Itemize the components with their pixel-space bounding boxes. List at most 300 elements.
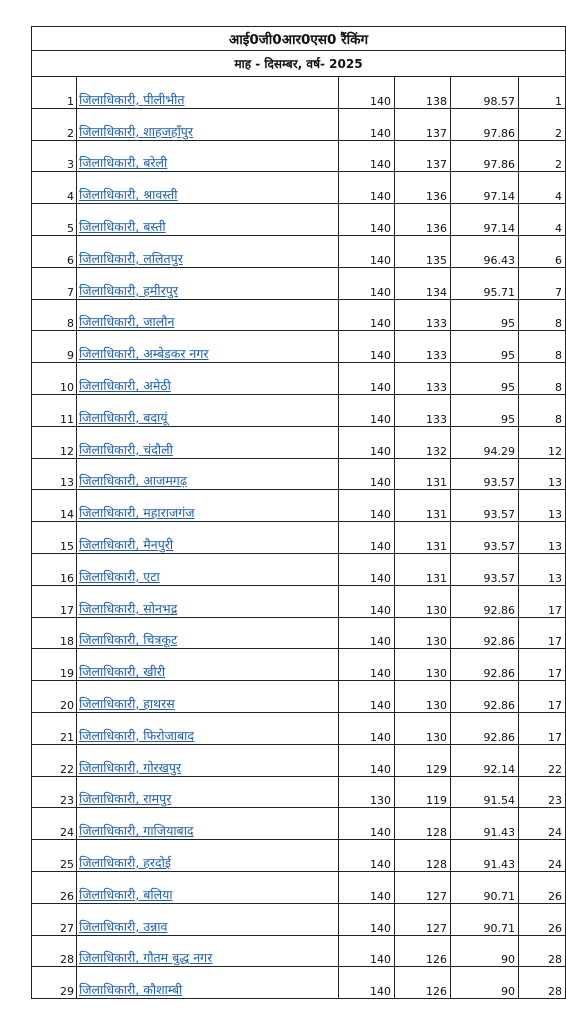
percent-value: 92.14 bbox=[483, 762, 515, 776]
percent-value: 90 bbox=[501, 985, 515, 999]
district-cell bbox=[77, 267, 339, 299]
district-link[interactable]: जिलाधिकारी, हमीरपुर bbox=[79, 282, 178, 298]
rank-cell bbox=[519, 712, 566, 744]
score-value: 128 bbox=[426, 857, 447, 871]
percent-value: 90 bbox=[501, 953, 515, 967]
table-row bbox=[32, 840, 566, 872]
score-value: 130 bbox=[426, 635, 447, 649]
score-cell bbox=[395, 681, 451, 713]
score-cell bbox=[395, 172, 451, 204]
total-value: 140 bbox=[370, 953, 391, 967]
score-cell bbox=[395, 903, 451, 935]
score-value: 136 bbox=[426, 190, 447, 204]
district-link[interactable]: जिलाधिकारी, एटा bbox=[79, 568, 160, 584]
total-value: 140 bbox=[370, 762, 391, 776]
district-link[interactable]: जिलाधिकारी, चंदौली bbox=[79, 441, 173, 457]
district-cell bbox=[77, 394, 339, 426]
serial-number: 27 bbox=[60, 921, 74, 935]
rank-value: 13 bbox=[548, 571, 563, 585]
rank-cell bbox=[519, 871, 566, 903]
serial-number: 2 bbox=[67, 126, 74, 140]
table-row bbox=[32, 744, 566, 776]
score-cell bbox=[395, 140, 451, 172]
serial-number: 6 bbox=[67, 253, 74, 267]
serial-number-cell bbox=[32, 808, 77, 840]
district-link[interactable]: जिलाधिकारी, बदायूं bbox=[79, 409, 168, 425]
percent-value: 91.43 bbox=[483, 826, 515, 840]
score-cell bbox=[395, 744, 451, 776]
score-value: 133 bbox=[426, 380, 447, 394]
rank-value: 8 bbox=[555, 380, 563, 394]
score-value: 133 bbox=[426, 349, 447, 363]
score-value: 131 bbox=[426, 539, 447, 553]
score-cell bbox=[395, 871, 451, 903]
total-cell bbox=[339, 776, 395, 808]
table-row bbox=[32, 108, 566, 140]
total-value: 140 bbox=[370, 253, 391, 267]
percent-value: 93.57 bbox=[483, 508, 515, 522]
district-link[interactable]: जिलाधिकारी, उन्नाव bbox=[79, 918, 168, 934]
percent-cell bbox=[451, 267, 519, 299]
total-cell bbox=[339, 363, 395, 395]
serial-number: 12 bbox=[60, 444, 74, 458]
table-row bbox=[32, 331, 566, 363]
serial-number: 28 bbox=[60, 953, 74, 967]
total-value: 140 bbox=[370, 317, 391, 331]
serial-number-cell bbox=[32, 712, 77, 744]
rank-value: 28 bbox=[548, 985, 563, 999]
district-cell bbox=[77, 744, 339, 776]
serial-number: 18 bbox=[60, 635, 74, 649]
subtitle-row bbox=[32, 51, 566, 77]
total-cell bbox=[339, 77, 395, 109]
district-link[interactable]: जिलाधिकारी, पीलीभीत bbox=[79, 91, 185, 107]
district-cell bbox=[77, 617, 339, 649]
table-row bbox=[32, 617, 566, 649]
table-row bbox=[32, 935, 566, 967]
rank-cell bbox=[519, 172, 566, 204]
district-link[interactable]: जिलाधिकारी, हरदोई bbox=[79, 854, 172, 870]
rank-cell bbox=[519, 649, 566, 681]
score-cell bbox=[395, 553, 451, 585]
total-cell bbox=[339, 267, 395, 299]
percent-cell bbox=[451, 299, 519, 331]
district-cell bbox=[77, 649, 339, 681]
score-cell bbox=[395, 394, 451, 426]
percent-cell bbox=[451, 840, 519, 872]
total-value: 140 bbox=[370, 221, 391, 235]
serial-number-cell bbox=[32, 935, 77, 967]
district-cell bbox=[77, 458, 339, 490]
serial-number: 13 bbox=[60, 476, 74, 490]
district-link[interactable]: जिलाधिकारी, महाराजगंज bbox=[79, 505, 195, 521]
total-value: 140 bbox=[370, 985, 391, 999]
total-value: 140 bbox=[370, 921, 391, 935]
table-row bbox=[32, 140, 566, 172]
rank-cell bbox=[519, 77, 566, 109]
district-link[interactable]: जिलाधिकारी, फिरोजाबाद bbox=[79, 727, 195, 743]
score-value: 127 bbox=[426, 921, 447, 935]
score-value: 130 bbox=[426, 730, 447, 744]
serial-number-cell bbox=[32, 522, 77, 554]
score-value: 132 bbox=[426, 444, 447, 458]
total-value: 140 bbox=[370, 698, 391, 712]
percent-value: 95 bbox=[501, 349, 515, 363]
score-cell bbox=[395, 108, 451, 140]
serial-number: 11 bbox=[60, 412, 74, 426]
rank-value: 8 bbox=[555, 349, 563, 363]
percent-value: 92.86 bbox=[483, 635, 515, 649]
score-value: 131 bbox=[426, 508, 447, 522]
serial-number-cell bbox=[32, 77, 77, 109]
serial-number: 25 bbox=[60, 857, 74, 871]
percent-value: 93.57 bbox=[483, 476, 515, 490]
total-cell bbox=[339, 935, 395, 967]
table-row bbox=[32, 490, 566, 522]
serial-number: 15 bbox=[60, 539, 74, 553]
percent-value: 97.14 bbox=[483, 221, 515, 235]
rank-cell bbox=[519, 617, 566, 649]
percent-cell bbox=[451, 363, 519, 395]
rank-value: 26 bbox=[548, 889, 563, 903]
serial-number: 17 bbox=[60, 603, 74, 617]
serial-number: 1 bbox=[67, 94, 74, 108]
percent-value: 91.43 bbox=[483, 857, 515, 871]
district-cell bbox=[77, 299, 339, 331]
percent-value: 93.57 bbox=[483, 571, 515, 585]
table-row bbox=[32, 172, 566, 204]
rank-cell bbox=[519, 808, 566, 840]
serial-number-cell bbox=[32, 871, 77, 903]
district-link[interactable]: जिलाधिकारी, गौतम बुद्ध नगर bbox=[79, 950, 213, 966]
serial-number-cell bbox=[32, 617, 77, 649]
table-row bbox=[32, 903, 566, 935]
percent-cell bbox=[451, 204, 519, 236]
district-cell bbox=[77, 808, 339, 840]
score-cell bbox=[395, 426, 451, 458]
rank-cell bbox=[519, 458, 566, 490]
percent-cell bbox=[451, 712, 519, 744]
percent-value: 97.14 bbox=[483, 190, 515, 204]
total-value: 140 bbox=[370, 158, 391, 172]
percent-cell bbox=[451, 235, 519, 267]
total-cell bbox=[339, 903, 395, 935]
period-subtitle: माह - दिसम्बर, वर्ष- 2025 bbox=[32, 51, 566, 77]
rank-cell bbox=[519, 140, 566, 172]
score-value: 130 bbox=[426, 698, 447, 712]
score-cell bbox=[395, 490, 451, 522]
district-cell bbox=[77, 553, 339, 585]
score-cell bbox=[395, 77, 451, 109]
score-cell bbox=[395, 712, 451, 744]
rank-value: 2 bbox=[555, 126, 563, 140]
total-cell bbox=[339, 426, 395, 458]
rank-value: 13 bbox=[548, 539, 563, 553]
percent-cell bbox=[451, 903, 519, 935]
rank-value: 2 bbox=[555, 158, 563, 172]
serial-number: 26 bbox=[60, 889, 74, 903]
total-value: 140 bbox=[370, 285, 391, 299]
total-cell bbox=[339, 585, 395, 617]
rank-cell bbox=[519, 426, 566, 458]
rank-value: 17 bbox=[548, 635, 563, 649]
district-link[interactable]: जिलाधिकारी, अमेठी bbox=[79, 377, 171, 393]
score-value: 137 bbox=[426, 126, 447, 140]
serial-number: 7 bbox=[67, 285, 74, 299]
percent-value: 96.43 bbox=[483, 253, 515, 267]
rank-value: 6 bbox=[555, 253, 563, 267]
table-row bbox=[32, 394, 566, 426]
percent-value: 97.86 bbox=[483, 158, 515, 172]
district-link[interactable]: जिलाधिकारी, सोनभद्र bbox=[79, 600, 178, 616]
score-value: 131 bbox=[426, 571, 447, 585]
table-row bbox=[32, 77, 566, 109]
serial-number: 5 bbox=[67, 221, 74, 235]
percent-value: 95 bbox=[501, 412, 515, 426]
serial-number-cell bbox=[32, 108, 77, 140]
serial-number: 23 bbox=[60, 794, 74, 808]
score-value: 126 bbox=[426, 953, 447, 967]
rank-cell bbox=[519, 299, 566, 331]
total-cell bbox=[339, 808, 395, 840]
total-cell bbox=[339, 235, 395, 267]
rank-value: 7 bbox=[555, 285, 563, 299]
score-cell bbox=[395, 458, 451, 490]
serial-number-cell bbox=[32, 744, 77, 776]
score-value: 119 bbox=[426, 794, 447, 808]
total-value: 140 bbox=[370, 889, 391, 903]
score-value: 138 bbox=[426, 94, 447, 108]
serial-number-cell bbox=[32, 235, 77, 267]
rank-value: 17 bbox=[548, 698, 563, 712]
percent-cell bbox=[451, 522, 519, 554]
rank-value: 4 bbox=[555, 221, 563, 235]
serial-number-cell bbox=[32, 172, 77, 204]
score-value: 129 bbox=[426, 762, 447, 776]
rank-cell bbox=[519, 744, 566, 776]
rank-cell bbox=[519, 204, 566, 236]
district-link[interactable]: जिलाधिकारी, गोरखपुर bbox=[79, 759, 182, 775]
district-link[interactable]: जिलाधिकारी, अम्बेडकर नगर bbox=[79, 346, 209, 362]
serial-number-cell bbox=[32, 331, 77, 363]
serial-number-cell bbox=[32, 204, 77, 236]
total-cell bbox=[339, 967, 395, 999]
score-value: 135 bbox=[426, 253, 447, 267]
serial-number-cell bbox=[32, 553, 77, 585]
total-cell bbox=[339, 140, 395, 172]
total-cell bbox=[339, 712, 395, 744]
score-cell bbox=[395, 649, 451, 681]
percent-cell bbox=[451, 140, 519, 172]
serial-number-cell bbox=[32, 458, 77, 490]
total-value: 140 bbox=[370, 826, 391, 840]
total-value: 140 bbox=[370, 190, 391, 204]
serial-number: 21 bbox=[60, 730, 74, 744]
total-value: 140 bbox=[370, 667, 391, 681]
district-cell bbox=[77, 585, 339, 617]
score-cell bbox=[395, 776, 451, 808]
serial-number-cell bbox=[32, 840, 77, 872]
total-value: 140 bbox=[370, 730, 391, 744]
score-cell bbox=[395, 235, 451, 267]
total-cell bbox=[339, 681, 395, 713]
district-link[interactable]: जिलाधिकारी, कौशाम्बी bbox=[79, 982, 183, 998]
rank-value: 17 bbox=[548, 730, 563, 744]
table-row bbox=[32, 712, 566, 744]
district-cell bbox=[77, 172, 339, 204]
district-cell bbox=[77, 871, 339, 903]
district-cell bbox=[77, 967, 339, 999]
total-cell bbox=[339, 299, 395, 331]
percent-cell bbox=[451, 458, 519, 490]
total-value: 140 bbox=[370, 571, 391, 585]
rank-cell bbox=[519, 776, 566, 808]
district-cell bbox=[77, 681, 339, 713]
table-row bbox=[32, 458, 566, 490]
score-value: 130 bbox=[426, 667, 447, 681]
rank-value: 1 bbox=[555, 94, 563, 108]
total-cell bbox=[339, 204, 395, 236]
rank-cell bbox=[519, 331, 566, 363]
score-cell bbox=[395, 935, 451, 967]
serial-number: 22 bbox=[60, 762, 74, 776]
district-link[interactable]: जिलाधिकारी, बस्ती bbox=[79, 218, 166, 234]
score-cell bbox=[395, 363, 451, 395]
ranking-table bbox=[31, 26, 566, 999]
rank-cell bbox=[519, 394, 566, 426]
percent-cell bbox=[451, 331, 519, 363]
percent-value: 97.86 bbox=[483, 126, 515, 140]
rank-value: 24 bbox=[548, 826, 563, 840]
score-cell bbox=[395, 808, 451, 840]
score-value: 131 bbox=[426, 476, 447, 490]
percent-cell bbox=[451, 108, 519, 140]
total-cell bbox=[339, 840, 395, 872]
serial-number-cell bbox=[32, 363, 77, 395]
district-link[interactable]: जिलाधिकारी, चित्रकूट bbox=[79, 632, 178, 648]
percent-cell bbox=[451, 77, 519, 109]
total-cell bbox=[339, 108, 395, 140]
district-cell bbox=[77, 426, 339, 458]
district-link[interactable]: जिलाधिकारी, जालौन bbox=[79, 314, 175, 330]
serial-number: 16 bbox=[60, 571, 74, 585]
table-row bbox=[32, 522, 566, 554]
rank-cell bbox=[519, 522, 566, 554]
score-cell bbox=[395, 522, 451, 554]
score-value: 126 bbox=[426, 985, 447, 999]
serial-number-cell bbox=[32, 267, 77, 299]
district-link[interactable]: जिलाधिकारी, रामपुर bbox=[79, 791, 172, 807]
district-link[interactable]: जिलाधिकारी, बलिया bbox=[79, 886, 173, 902]
district-cell bbox=[77, 235, 339, 267]
total-value: 140 bbox=[370, 857, 391, 871]
district-link[interactable]: जिलाधिकारी, मैनपुरी bbox=[79, 536, 174, 552]
rank-value: 23 bbox=[548, 794, 563, 808]
percent-value: 90.71 bbox=[483, 889, 515, 903]
serial-number-cell bbox=[32, 649, 77, 681]
page-title: आई0जी0आर0एस0 रैंकिंग bbox=[32, 27, 566, 51]
total-cell bbox=[339, 744, 395, 776]
rank-cell bbox=[519, 553, 566, 585]
table-row bbox=[32, 363, 566, 395]
serial-number: 24 bbox=[60, 826, 74, 840]
district-link[interactable]: जिलाधिकारी, खीरी bbox=[79, 664, 166, 680]
percent-cell bbox=[451, 172, 519, 204]
rank-cell bbox=[519, 490, 566, 522]
serial-number: 4 bbox=[67, 190, 74, 204]
table-row bbox=[32, 808, 566, 840]
district-link[interactable]: जिलाधिकारी, शाहजहाँपुर bbox=[79, 123, 194, 139]
rank-cell bbox=[519, 967, 566, 999]
total-value: 140 bbox=[370, 126, 391, 140]
serial-number-cell bbox=[32, 490, 77, 522]
total-cell bbox=[339, 553, 395, 585]
rank-value: 24 bbox=[548, 857, 563, 871]
total-cell bbox=[339, 394, 395, 426]
rank-cell bbox=[519, 903, 566, 935]
district-cell bbox=[77, 490, 339, 522]
percent-cell bbox=[451, 808, 519, 840]
total-cell bbox=[339, 649, 395, 681]
total-cell bbox=[339, 522, 395, 554]
district-link[interactable]: जिलाधिकारी, बरेली bbox=[79, 155, 168, 171]
district-link[interactable]: जिलाधिकारी, गाजियाबाद bbox=[79, 823, 194, 839]
score-value: 137 bbox=[426, 158, 447, 172]
percent-value: 95.71 bbox=[483, 285, 515, 299]
serial-number: 3 bbox=[67, 158, 74, 172]
serial-number-cell bbox=[32, 585, 77, 617]
total-value: 140 bbox=[370, 476, 391, 490]
serial-number-cell bbox=[32, 903, 77, 935]
district-link[interactable]: जिलाधिकारी, हाथरस bbox=[79, 695, 175, 711]
total-cell bbox=[339, 331, 395, 363]
percent-cell bbox=[451, 744, 519, 776]
rank-value: 26 bbox=[548, 921, 563, 935]
percent-cell bbox=[451, 553, 519, 585]
percent-value: 90.71 bbox=[483, 921, 515, 935]
score-value: 136 bbox=[426, 221, 447, 235]
score-value: 134 bbox=[426, 285, 447, 299]
percent-cell bbox=[451, 585, 519, 617]
district-cell bbox=[77, 140, 339, 172]
total-value: 140 bbox=[370, 380, 391, 394]
district-link[interactable]: जिलाधिकारी, ललितपुर bbox=[79, 250, 183, 266]
table-row bbox=[32, 553, 566, 585]
district-link[interactable]: जिलाधिकारी, आजमगढ़ bbox=[79, 473, 187, 489]
table-row bbox=[32, 776, 566, 808]
percent-value: 92.86 bbox=[483, 603, 515, 617]
rank-cell bbox=[519, 681, 566, 713]
percent-cell bbox=[451, 776, 519, 808]
score-value: 128 bbox=[426, 826, 447, 840]
percent-value: 95 bbox=[501, 380, 515, 394]
total-value: 140 bbox=[370, 444, 391, 458]
table-row bbox=[32, 871, 566, 903]
total-cell bbox=[339, 458, 395, 490]
rank-value: 8 bbox=[555, 317, 563, 331]
score-cell bbox=[395, 299, 451, 331]
table-row bbox=[32, 967, 566, 999]
title-row bbox=[32, 27, 566, 51]
district-cell bbox=[77, 204, 339, 236]
percent-value: 98.57 bbox=[483, 94, 515, 108]
table-row bbox=[32, 585, 566, 617]
table-row bbox=[32, 267, 566, 299]
score-value: 130 bbox=[426, 603, 447, 617]
rank-cell bbox=[519, 840, 566, 872]
serial-number: 8 bbox=[67, 317, 74, 331]
district-link[interactable]: जिलाधिकारी, श्रावस्ती bbox=[79, 187, 178, 203]
